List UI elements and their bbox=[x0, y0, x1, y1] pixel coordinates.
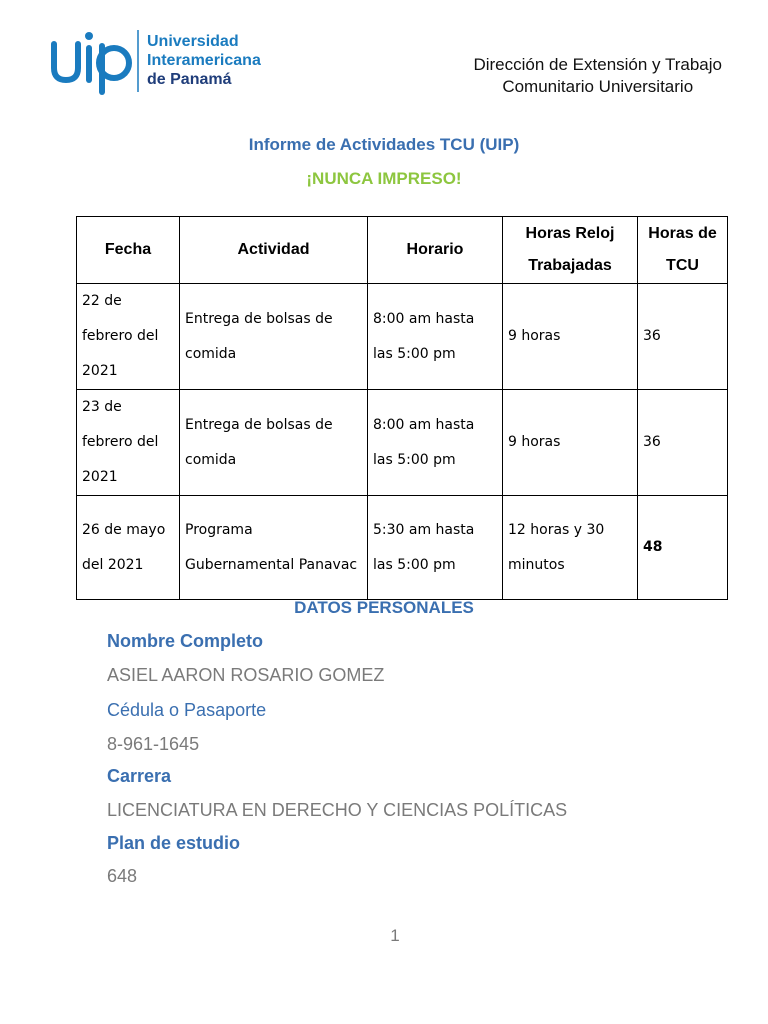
cell-horas-reloj: 9 horas bbox=[503, 390, 638, 496]
column-header-horas-reloj: Horas Reloj Trabajadas bbox=[503, 217, 638, 284]
cell-horas-reloj: 9 horas bbox=[503, 284, 638, 390]
cell-actividad: Programa Gubernamental Panavac bbox=[180, 496, 368, 600]
cedula-value: 8-961-1645 bbox=[107, 734, 200, 754]
personal-data-title: DATOS PERSONALES bbox=[294, 598, 474, 617]
column-header-horario: Horario bbox=[368, 217, 503, 284]
cedula-label: Cédula o Pasaporte bbox=[107, 700, 267, 720]
plan-label: Plan de estudio bbox=[107, 833, 241, 853]
column-header-actividad: Actividad bbox=[180, 217, 368, 284]
cell-fecha: 23 de febrero del 2021 bbox=[77, 390, 180, 496]
activities-table bbox=[76, 216, 728, 600]
table-row bbox=[77, 284, 728, 390]
cell-horas-tcu: 48 bbox=[638, 496, 728, 600]
logo-line-1: Universidad bbox=[147, 33, 239, 50]
uip-logo-mark-icon bbox=[50, 26, 142, 96]
logo-line-2: Interamericana bbox=[147, 52, 261, 69]
nombre-label: Nombre Completo bbox=[107, 631, 264, 651]
column-header-horas-tcu: Horas de TCU bbox=[638, 217, 728, 284]
cell-horas-tcu: 36 bbox=[638, 390, 728, 496]
table-row bbox=[77, 390, 728, 496]
university-logo bbox=[50, 26, 270, 96]
column-header-fecha: Fecha bbox=[77, 217, 180, 284]
table-header-row bbox=[77, 217, 728, 284]
department-line-1: Dirección de Extensión y Trabajo bbox=[473, 55, 722, 74]
department-header bbox=[473, 54, 722, 98]
plan-value: 648 bbox=[107, 866, 138, 886]
cell-horas-reloj: 12 horas y 30 minutos bbox=[503, 496, 638, 600]
cell-actividad: Entrega de bolsas de comida bbox=[180, 284, 368, 390]
report-subtitle: ¡NUNCA IMPRESO! bbox=[306, 169, 462, 188]
cell-horario: 8:00 am hasta las 5:00 pm bbox=[368, 284, 503, 390]
logo-line-3: de Panamá bbox=[147, 71, 232, 88]
cell-horario: 8:00 am hasta las 5:00 pm bbox=[368, 390, 503, 496]
cell-actividad: Entrega de bolsas de comida bbox=[180, 390, 368, 496]
page-number: 1 bbox=[390, 926, 400, 945]
carrera-value: LICENCIATURA EN DERECHO Y CIENCIAS POLÍTICAS bbox=[107, 800, 568, 820]
logo-wordmark bbox=[147, 32, 261, 89]
cell-fecha: 22 de febrero del 2021 bbox=[77, 284, 180, 390]
report-title: Informe de Actividades TCU (UIP) bbox=[248, 135, 520, 154]
cell-horas-tcu: 36 bbox=[638, 284, 728, 390]
cell-fecha: 26 de mayo del 2021 bbox=[77, 496, 180, 600]
department-line-2: Comunitario Universitario bbox=[502, 77, 694, 96]
carrera-label: Carrera bbox=[107, 766, 172, 786]
nombre-value: ASIEL AARON ROSARIO GOMEZ bbox=[107, 665, 385, 685]
table-row bbox=[77, 496, 728, 600]
cell-horario: 5:30 am hasta las 5:00 pm bbox=[368, 496, 503, 600]
